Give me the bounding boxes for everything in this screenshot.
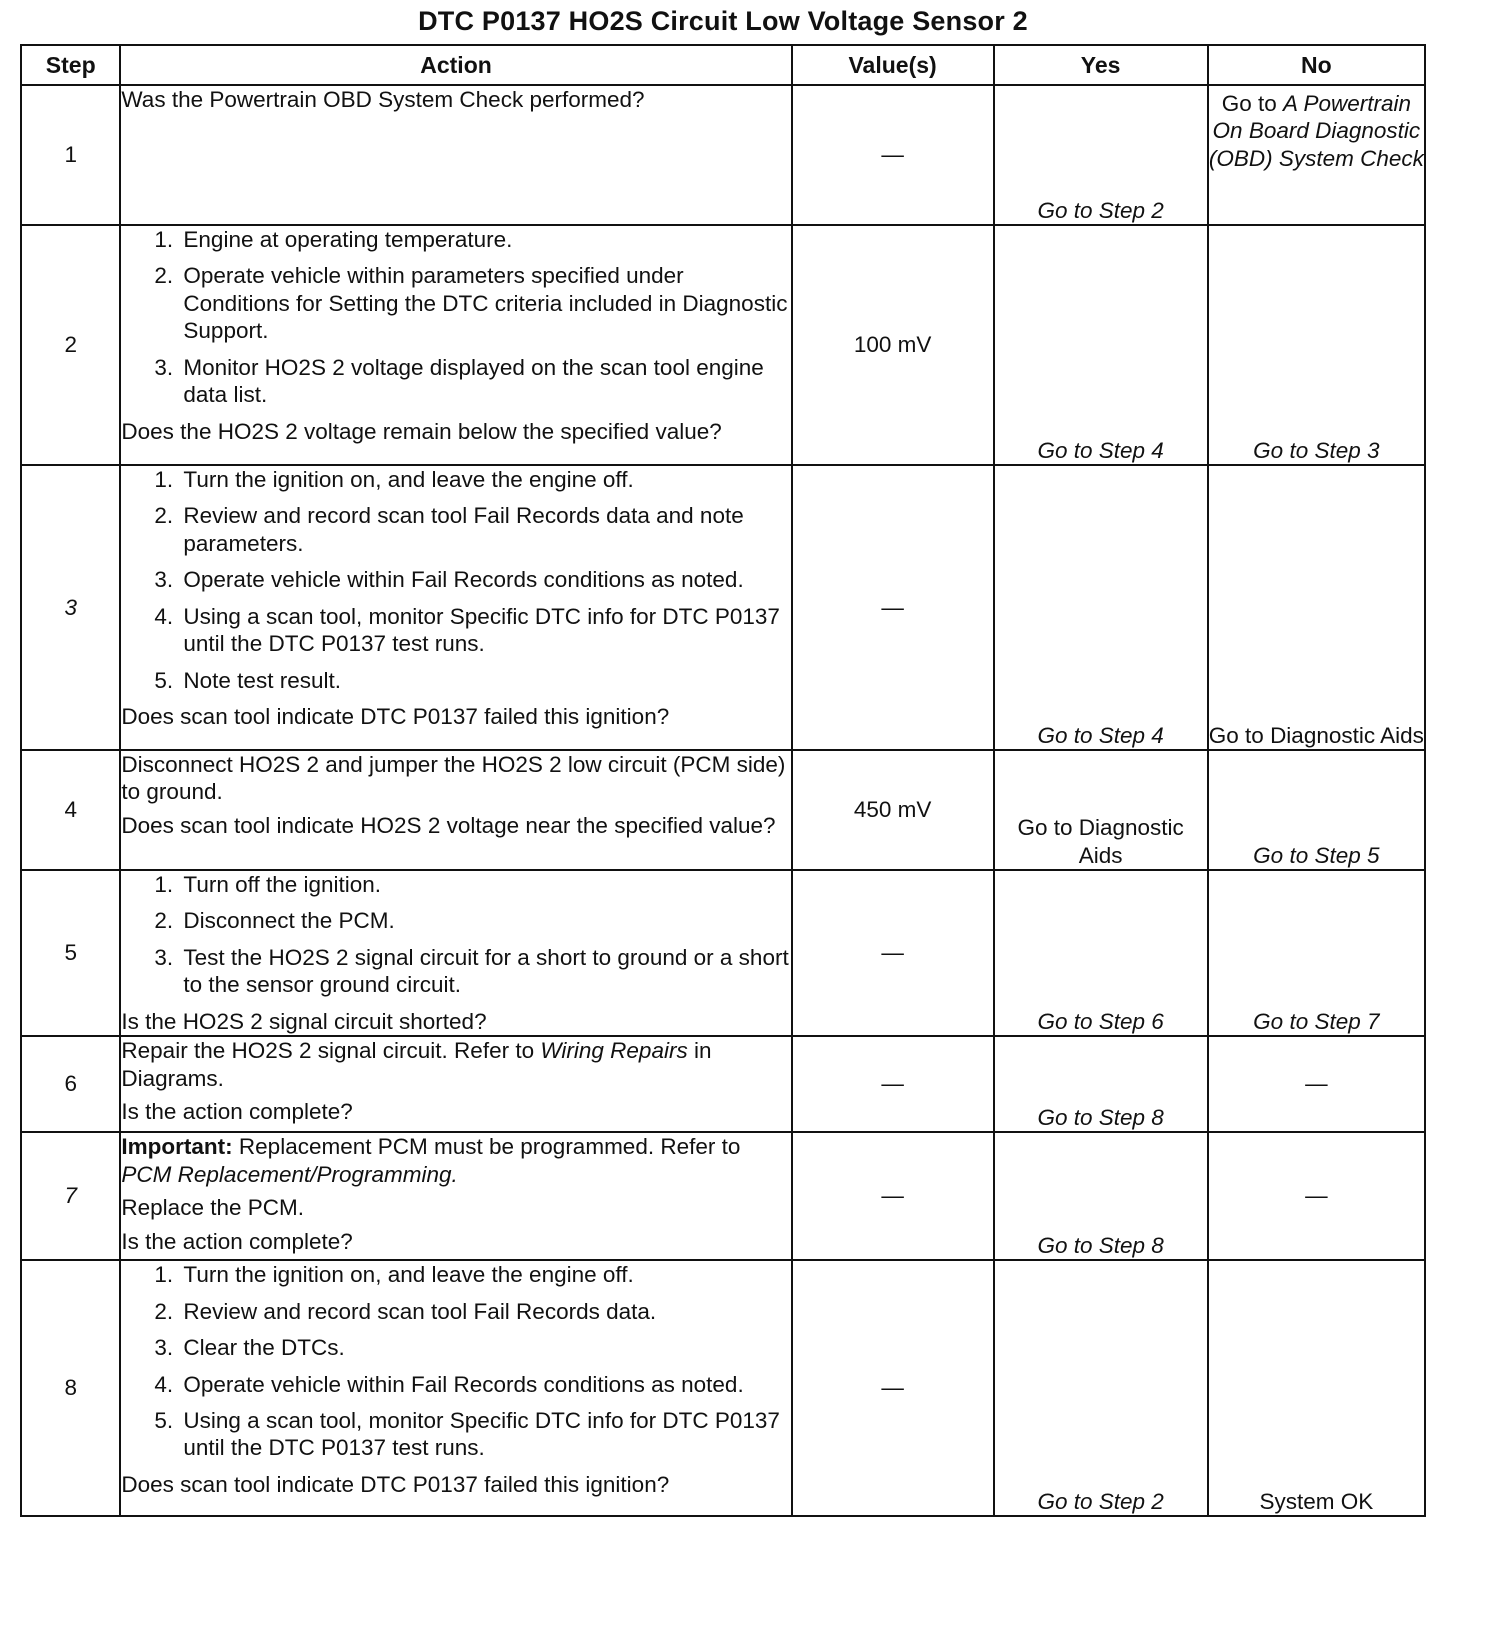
action-item: 3. Clear the DTCs. — [179, 1334, 790, 1361]
action-cell — [120, 1036, 791, 1132]
value-cell: — — [792, 1260, 994, 1516]
action-list — [121, 466, 790, 694]
dtc-table — [20, 44, 1426, 1517]
action-text: Replace the PCM. — [121, 1195, 304, 1221]
action-item: 1. Engine at operating temperature. — [179, 226, 790, 253]
no-cell: Go to Diagnostic Aids — [1208, 465, 1425, 750]
table-row-step-8 — [21, 1260, 1425, 1516]
action-question: Is the HO2S 2 signal circuit shorted? — [121, 1008, 487, 1034]
no-cell: — — [1208, 1132, 1425, 1260]
action-list — [121, 226, 790, 409]
header-row — [21, 45, 1425, 85]
action-cell — [120, 1260, 791, 1516]
step-number: 2 — [21, 225, 120, 465]
step-number: 5 — [21, 870, 120, 1036]
action-item: 3. Operate vehicle within Fail Records conditions as noted. — [179, 566, 790, 593]
wiring-repairs-reference: Wiring Repairs — [540, 1038, 688, 1064]
action-text-suffix: in Diagrams. — [121, 1038, 712, 1091]
action-item: 5. Note test result. — [179, 667, 790, 694]
step-number: 8 — [21, 1260, 120, 1516]
action-cell — [120, 1132, 791, 1260]
action-text: Disconnect HO2S 2 and jumper the HO2S 2 low circuit (PCM side) to ground. — [121, 752, 786, 805]
step-number: 7 — [21, 1132, 120, 1260]
yes-cell: Go to Diagnostic Aids — [994, 750, 1208, 870]
table-row-step-7 — [21, 1132, 1425, 1260]
yes-cell: Go to Step 2 — [994, 85, 1208, 225]
no-cell: Go to Step 3 — [1208, 225, 1425, 465]
header-no: No — [1208, 45, 1425, 85]
action-item: 1. Turn the ignition on, and leave the engine off. — [179, 1261, 790, 1288]
pcm-replacement-reference: PCM Replacement/Programming. — [121, 1161, 458, 1187]
value-cell: 100 mV — [792, 225, 994, 465]
action-cell — [120, 870, 791, 1036]
action-cell — [120, 465, 791, 750]
no-cell: System OK — [1208, 1260, 1425, 1516]
action-item: 3. Monitor HO2S 2 voltage displayed on the scan tool engine data list. — [179, 354, 790, 409]
action-item: 4. Operate vehicle within Fail Records conditions as noted. — [179, 1371, 790, 1398]
no-prefix: Go to — [1221, 91, 1277, 116]
action-item: 2. Operate vehicle within parameters specified under Conditions for Setting the DTC criteria included in Diagnostic Support. — [179, 262, 790, 344]
action-question: Does the HO2S 2 voltage remain below the specified value? — [121, 418, 722, 444]
value-cell: — — [792, 870, 994, 1036]
action-question: Does scan tool indicate HO2S 2 voltage near the specified value? — [121, 812, 776, 838]
no-cell: — — [1208, 1036, 1425, 1132]
step-number: 4 — [21, 750, 120, 870]
yes-cell: Go to Step 4 — [994, 465, 1208, 750]
header-yes: Yes — [994, 45, 1208, 85]
action-item: 1. Turn the ignition on, and leave the engine off. — [179, 466, 790, 493]
no-cell: Go to Step 7 — [1208, 870, 1425, 1036]
action-text — [121, 1037, 790, 1092]
action-question: Is the action complete? — [121, 1099, 353, 1125]
action-item: 2. Disconnect the PCM. — [179, 907, 790, 934]
action-cell — [120, 85, 791, 225]
action-cell — [120, 225, 791, 465]
document-title: DTC P0137 HO2S Circuit Low Voltage Sensor 2 — [418, 6, 1028, 36]
yes-cell: Go to Step 2 — [994, 1260, 1208, 1516]
action-item: 1. Turn off the ignition. — [179, 871, 790, 898]
header-values: Value(s) — [792, 45, 994, 85]
yes-cell: Go to Step 8 — [994, 1132, 1208, 1260]
header-step: Step — [21, 45, 120, 85]
action-list — [121, 871, 790, 999]
table-row-step-4 — [21, 750, 1425, 870]
important-label: Important: — [121, 1134, 233, 1160]
action-question: Does scan tool indicate DTC P0137 failed this ignition? — [121, 704, 670, 730]
no-cell: Go to Step 5 — [1208, 750, 1425, 870]
action-item: 4. Using a scan tool, monitor Specific DTC info for DTC P0137 until the DTC P0137 test runs. — [179, 603, 790, 658]
value-cell: — — [792, 1132, 994, 1260]
yes-cell: Go to Step 4 — [994, 225, 1208, 465]
action-item: 5. Using a scan tool, monitor Specific DTC info for DTC P0137 until the DTC P0137 test runs. — [179, 1407, 790, 1462]
no-link-obd-check: A Powertrain On Board Diagnostic (OBD) System Check — [1208, 91, 1424, 171]
header-action: Action — [120, 45, 791, 85]
action-question: Is the action complete? — [121, 1228, 353, 1254]
action-list — [121, 1261, 790, 1462]
yes-cell: Go to Step 6 — [994, 870, 1208, 1036]
action-item: 2. Review and record scan tool Fail Records data. — [179, 1298, 790, 1325]
step-number: 1 — [21, 85, 120, 225]
action-item: 3. Test the HO2S 2 signal circuit for a short to ground or a short to the sensor ground circuit. — [179, 944, 790, 999]
table-row-step-2 — [21, 225, 1425, 465]
action-question: Does scan tool indicate DTC P0137 failed this ignition? — [121, 1471, 670, 1497]
value-cell: — — [792, 1036, 994, 1132]
value-cell: — — [792, 465, 994, 750]
step-number: 3 — [21, 465, 120, 750]
table-row-step-5 — [21, 870, 1425, 1036]
important-text: Replacement PCM must be programmed. Refer to — [238, 1134, 741, 1160]
action-item: 2. Review and record scan tool Fail Records data and note parameters. — [179, 502, 790, 557]
yes-cell: Go to Step 8 — [994, 1036, 1208, 1132]
no-cell — [1208, 85, 1425, 225]
table-row-step-3 — [21, 465, 1425, 750]
action-cell — [120, 750, 791, 870]
important-note — [121, 1133, 790, 1188]
table-row-step-6 — [21, 1036, 1425, 1132]
action-text-prefix: Repair the HO2S 2 signal circuit. Refer to — [121, 1038, 535, 1064]
value-cell: 450 mV — [792, 750, 994, 870]
value-cell: — — [792, 85, 994, 225]
table-row-step-1 — [21, 85, 1425, 225]
action-question: Was the Powertrain OBD System Check performed? — [121, 87, 645, 112]
step-number: 6 — [21, 1036, 120, 1132]
